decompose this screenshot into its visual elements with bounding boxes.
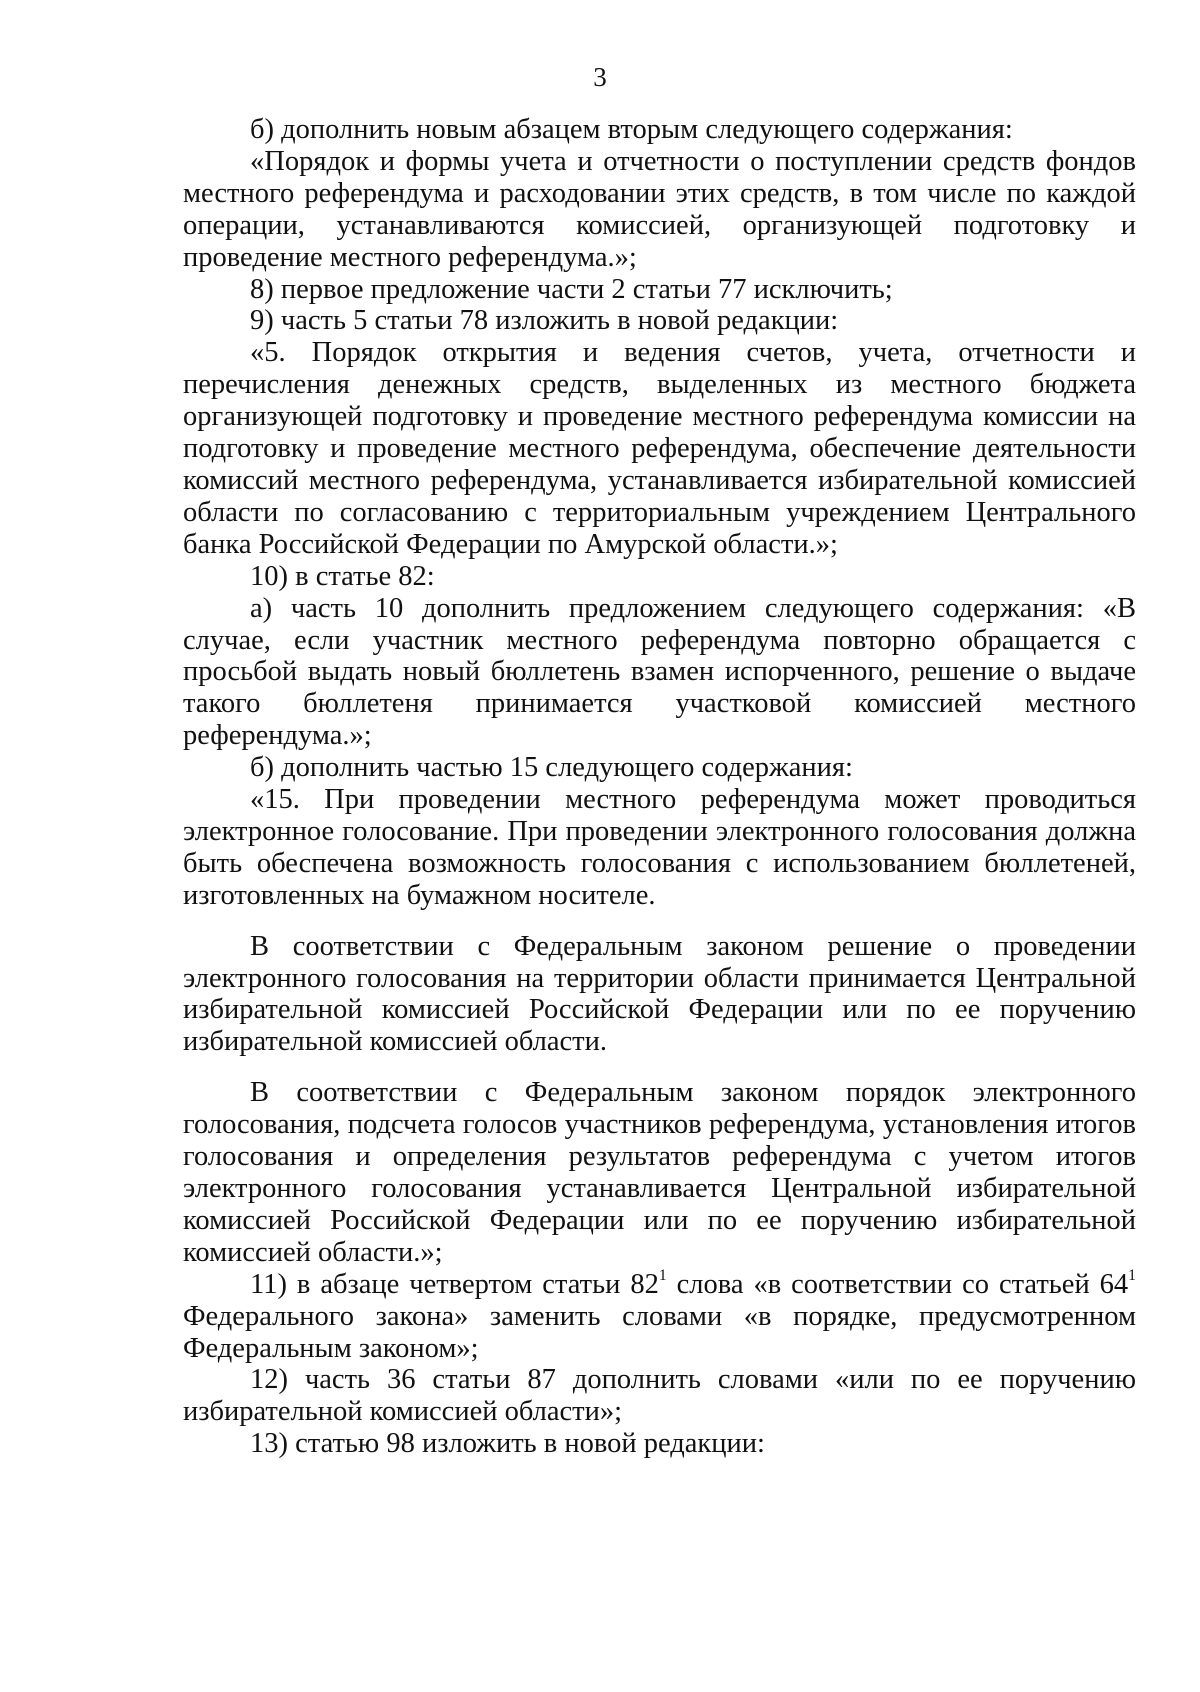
paragraph: а) часть 10 дополнить предложением следующего содержания: «В случае, если участник местного референдума повторно обращается с просьбой выдать новый бюллетень взамен испорченного, решение о выдаче такого бюллетеня принимается участковой комиссией местного референдума.»; <box>183 592 1136 752</box>
paragraph: 13) статью 98 изложить в новой редакции: <box>250 1428 765 1460</box>
paragraph: б) дополнить частью 15 следующего содержания: <box>250 752 853 784</box>
text-run: 11) в абзаце четвертом статьи 82 <box>250 1268 659 1300</box>
paragraph-with-superscripts <box>183 1266 1136 1365</box>
text-run: слова «в соответствии со статьей 64 <box>666 1268 1129 1300</box>
paragraph: «15. При проведении местного референдума может проводиться электронное голосование. При проведении электронного голосования должна быть обеспечена возможность голосования с использованием бюллетеней, изготовленных на бумажном носителе. <box>183 784 1136 911</box>
paragraph: 8) первое предложение части 2 статьи 77 исключить; <box>250 273 893 305</box>
paragraph: «Порядок и формы учета и отчетности о поступлении средств фондов местного референдума и расходовании этих средств, в том числе по каждой операции, устанавливаются комиссией, организующей подготовку и проведение местного референдума.»; <box>183 145 1136 273</box>
page-number: 3 <box>593 62 607 92</box>
paragraph: 9) часть 5 статьи 78 изложить в новой редакции: <box>250 305 839 337</box>
document-body <box>183 114 1136 1460</box>
paragraph: б) дополнить новым абзацем вторым следующего содержания: <box>250 114 1013 145</box>
paragraph: В соответствии с Федеральным законом решение о проведении электронного голосования на территории области принимается Центральной избирательной комиссией Российской Федерации или по ее поручению избирательной комиссией области. <box>183 930 1136 1058</box>
superscript: 1 <box>1128 1266 1136 1284</box>
paragraph: «5. Порядок открытия и ведения счетов, учета, отчетности и перечисления денежных средств, выделенных из местного бюджета организующей подготовку и проведение местного референдума комиссии на подготовку и проведение местного референдума, обеспечение деятельности комиссий местного референдума, устанавливается избирательной комиссией области по согласованию с территориальным учреждением Центрального банка Российской Федерации по Амурской области.»; <box>183 337 1136 560</box>
paragraph: В соответствии с Федеральным законом порядок электронного голосования, подсчета голосов участников референдума, установления итогов голосования и определения результатов референдума с учетом итогов электронного голосования устанавливается Центральной избирательной комиссией Российской Федерации или по ее поручению избирательной комиссией области.»; <box>183 1077 1136 1268</box>
paragraph: 12) часть 36 статьи 87 дополнить словами «или по ее поручению избирательной комиссией области»; <box>183 1364 1136 1428</box>
superscript: 1 <box>658 1266 667 1284</box>
paragraph: 10) в статье 82: <box>250 560 435 592</box>
text-run: Федерального закона» заменить словами «в порядке, предусмотренном Федеральным законом»; <box>183 1300 1136 1364</box>
